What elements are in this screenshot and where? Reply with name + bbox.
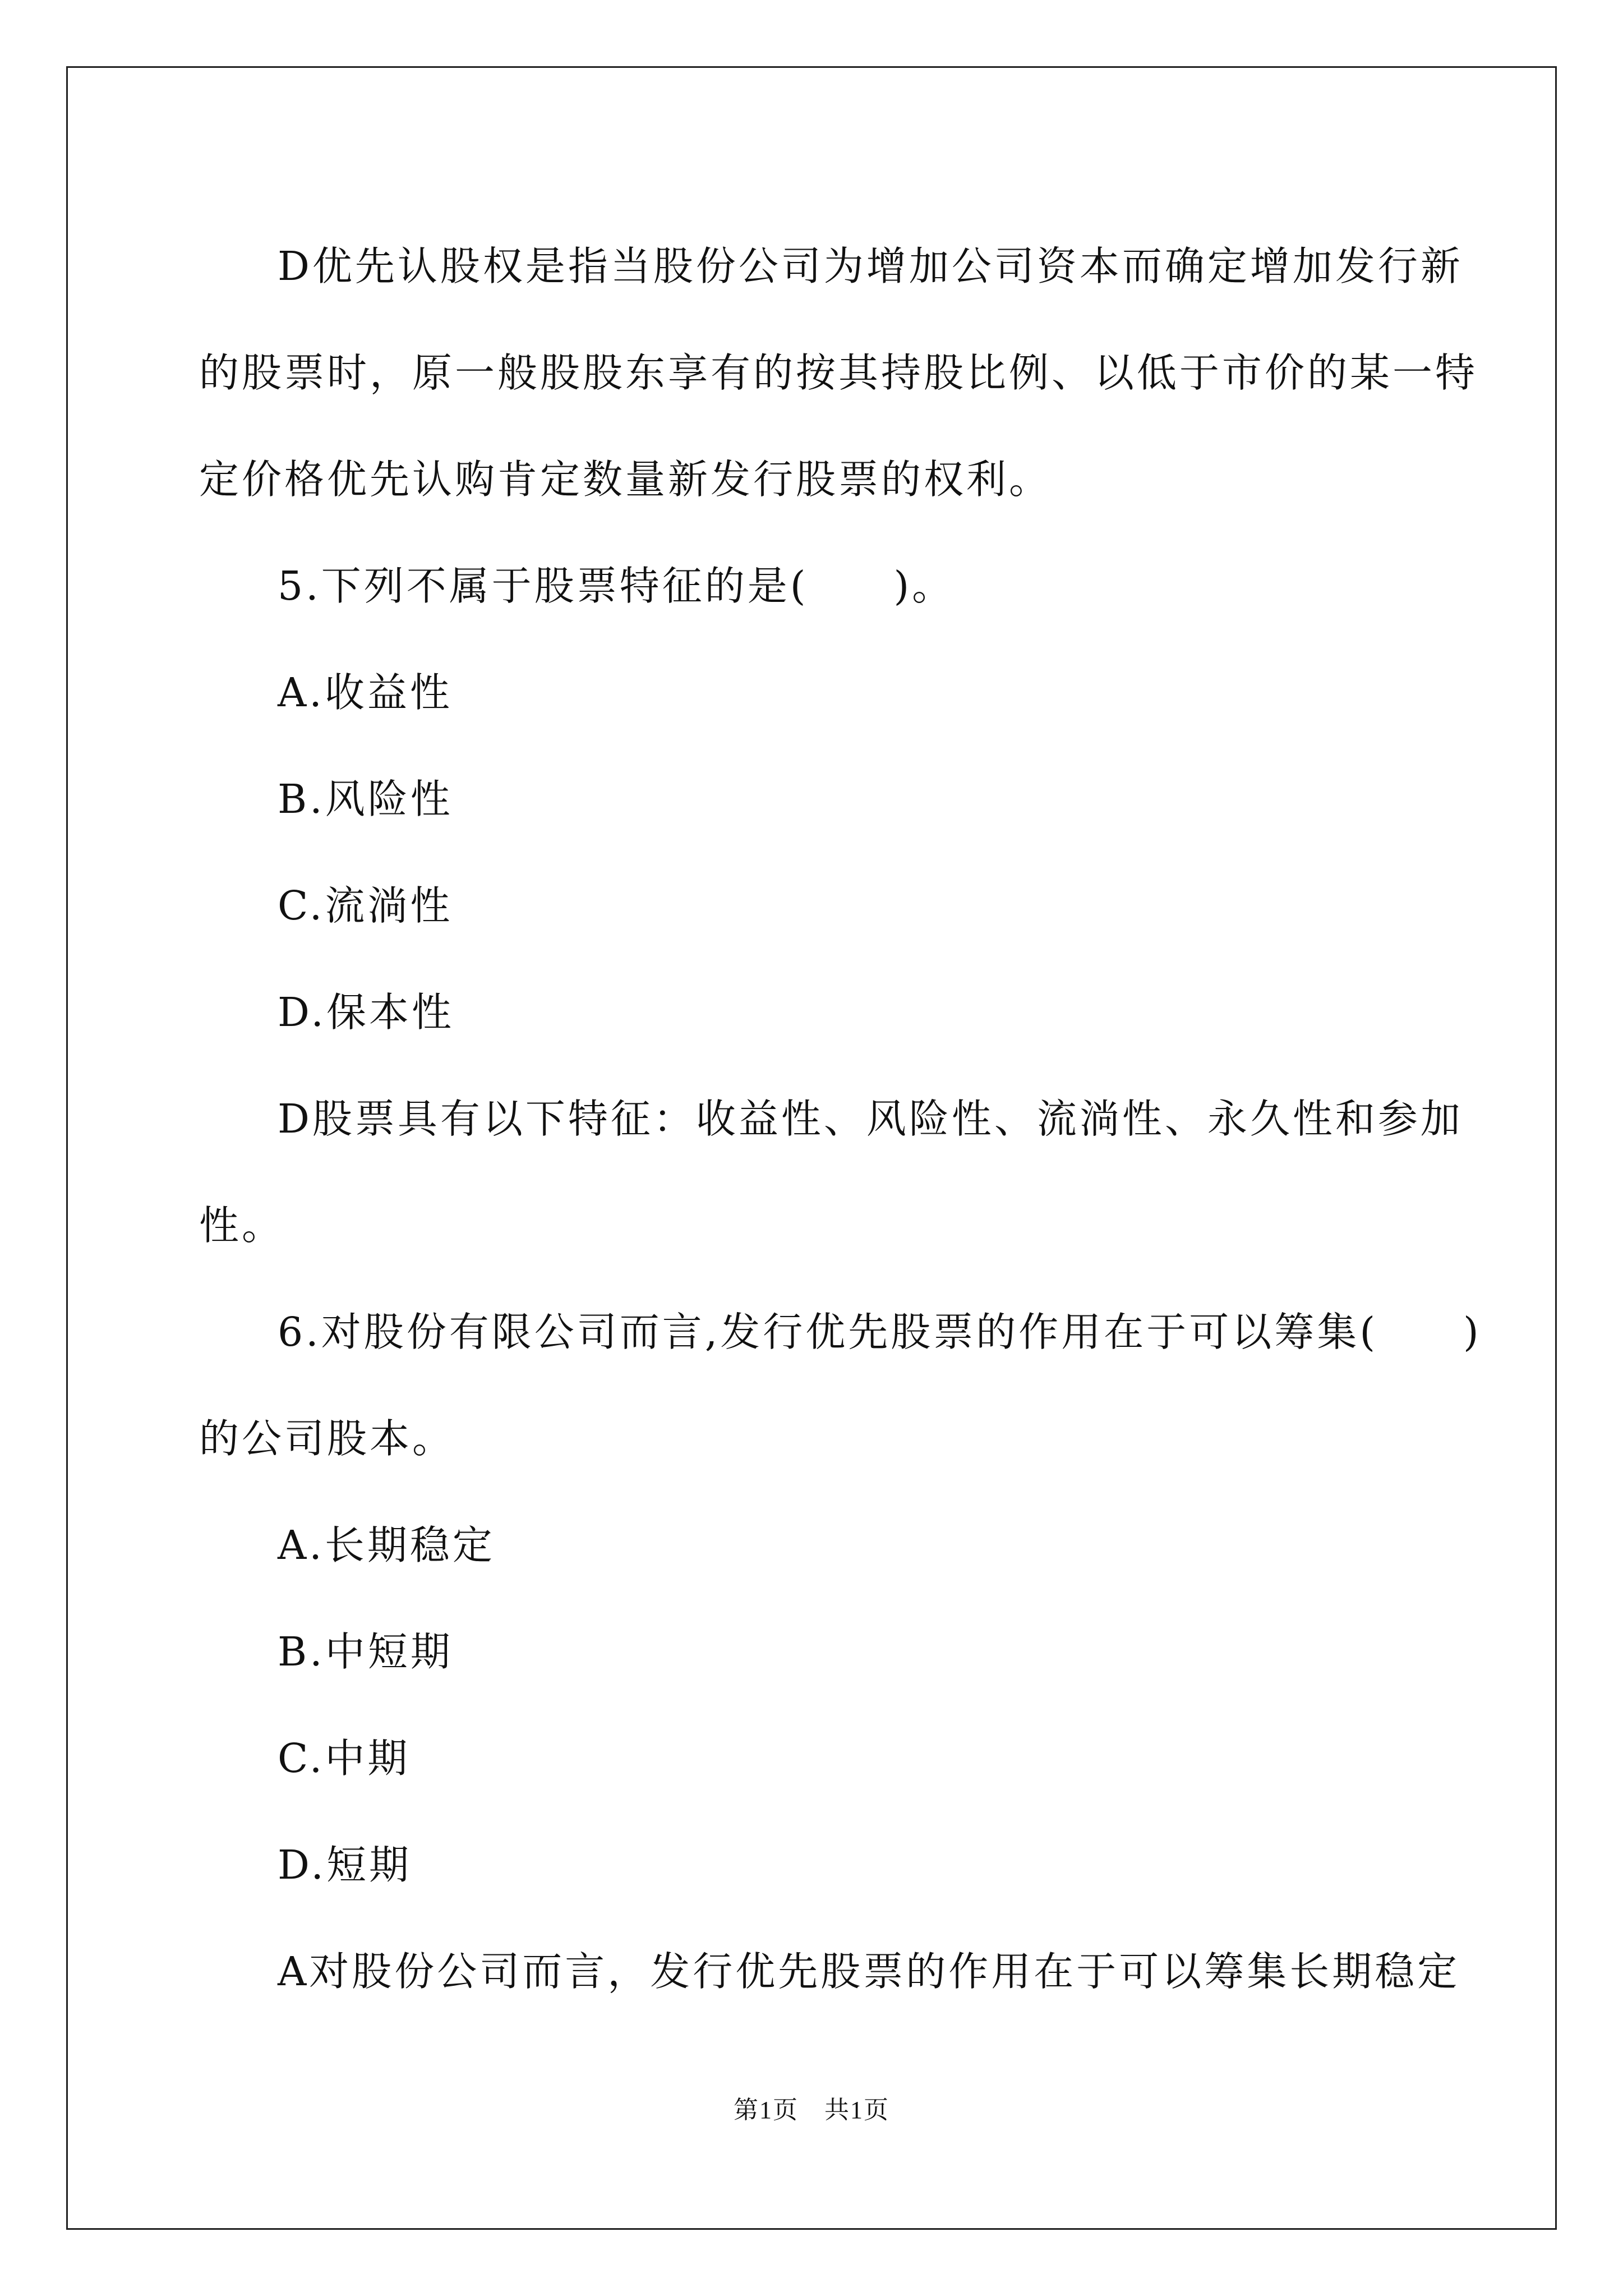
- question-5-option-c: C.流淌性: [278, 882, 453, 929]
- question-6-option-d: D.短期: [278, 1842, 412, 1888]
- question-6-option-a: A.长期稳定: [278, 1522, 495, 1568]
- question-5-option-b: B.风险性: [278, 776, 453, 822]
- question-6-stem-line-2: 的公司股本。: [199, 1415, 455, 1462]
- answer-4-explanation-line-3: 定价格优先认购肯定数量新发行股票的权利。: [199, 456, 1052, 503]
- answer-5-explanation-line-2: 性。: [199, 1202, 285, 1249]
- question-6-stem-line-1: 6.对股份有限公司而言,发行优先股票的作用在于可以筹集( ): [278, 1309, 1482, 1355]
- answer-4-explanation-line-2: 的股票时，原一般股股东享有的按其持股比例、以低于市价的某一特: [199, 349, 1478, 396]
- question-5-option-d: D.保本性: [278, 989, 454, 1036]
- document-body: [199, 213, 1482, 2025]
- question-5-stem: 5.下列不属于股票特征的是( )。: [278, 563, 955, 609]
- answer-4-explanation-line-1: D优先认股权是指当股份公司为增加公司资本而确定增加发行新: [278, 243, 1463, 289]
- answer-6-explanation-line-1: A对股份公司而言，发行优先股票的作用在于可以筹集长期稳定: [278, 1948, 1460, 1995]
- question-5-option-a: A.收益性: [278, 669, 453, 716]
- answer-5-explanation-line-1: D股票具有以下特征：收益性、风险性、流淌性、永久性和参加: [278, 1096, 1463, 1142]
- question-6-option-c: C.中期: [278, 1735, 411, 1782]
- page-footer: 第1页 共1页: [734, 2096, 889, 2124]
- question-6-option-b: B.中短期: [278, 1628, 453, 1675]
